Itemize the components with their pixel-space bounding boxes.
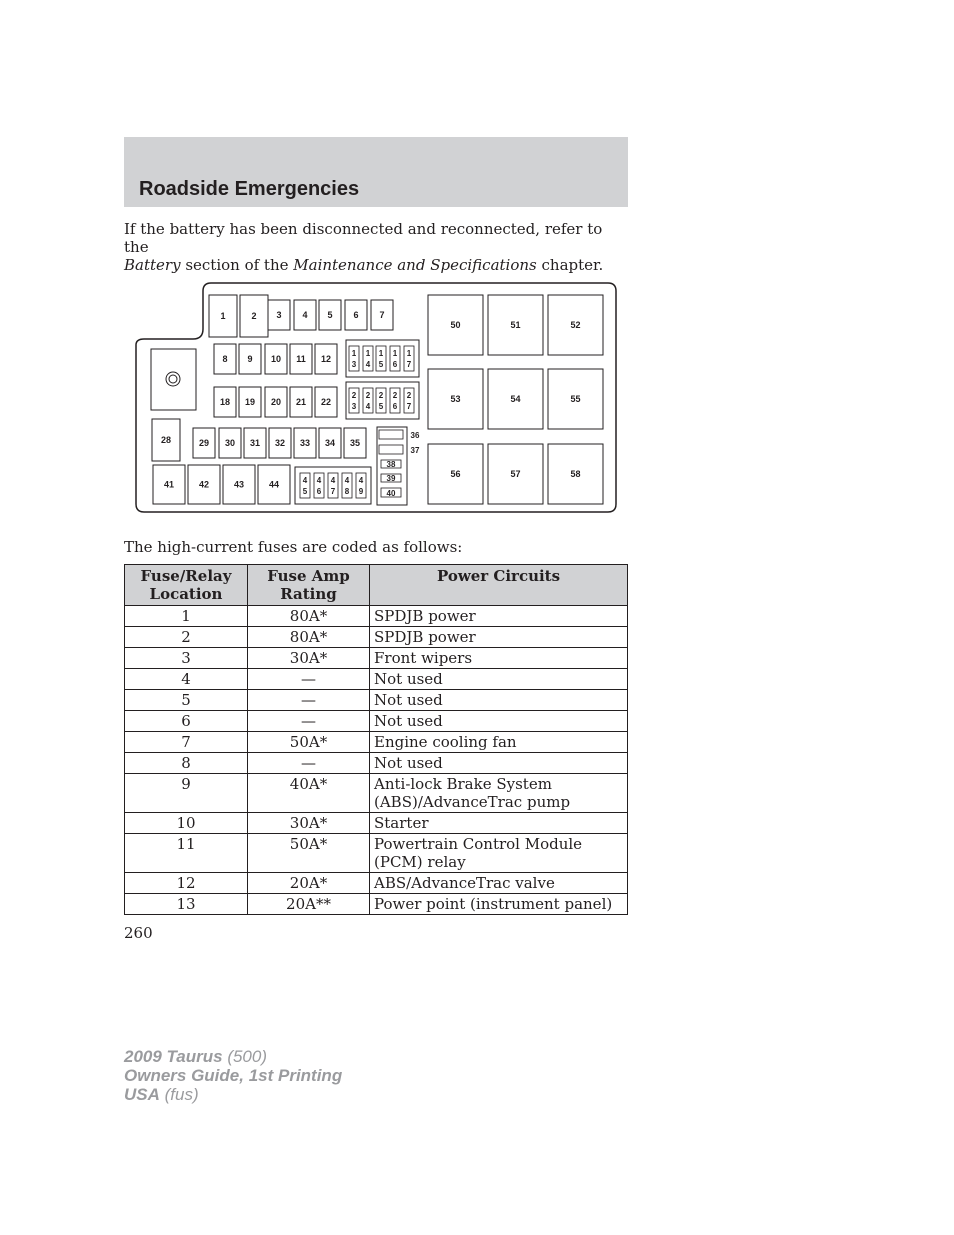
mini-fuse-digit: 1 — [406, 349, 412, 358]
mini-fuse-digit: 2 — [365, 391, 371, 400]
ground-terminal — [151, 349, 196, 410]
cell-circuit: Power point (instrument panel) — [370, 894, 628, 915]
fuse-label: 22 — [320, 397, 332, 407]
cell-rating: — — [248, 690, 370, 711]
mini-fuse-block-middle — [346, 382, 419, 419]
fuse-label: 51 — [510, 320, 521, 330]
cell-circuit: Powertrain Control Module (PCM) relay — [370, 834, 628, 873]
relay-label: 38 — [386, 460, 396, 469]
fuse-label: 7 — [379, 310, 385, 320]
mini-fuse-digit: 4 — [316, 476, 322, 485]
cell-rating: 30A* — [248, 648, 370, 669]
cell-circuit: Front wipers — [370, 648, 628, 669]
mini-fuse-digit: 8 — [344, 487, 350, 496]
fuse-label: 53 — [450, 394, 461, 404]
fuse-label: 19 — [244, 397, 256, 407]
fuse-label: 56 — [450, 469, 461, 479]
fuse-label: 54 — [510, 394, 521, 404]
battery-link-text: Battery — [124, 256, 181, 274]
mini-fuse-digit: 4 — [330, 476, 336, 485]
ground-bolt-icon — [166, 372, 180, 386]
footer-model-code: (500) — [222, 1047, 268, 1066]
table-row — [125, 732, 628, 753]
mini-fuse-block-top — [346, 340, 419, 377]
fuse-label: 9 — [247, 354, 253, 364]
table-lead-text: The high-current fuses are coded as follows: — [124, 538, 463, 556]
mini-fuse-digit: 6 — [392, 402, 398, 411]
table-row — [125, 669, 628, 690]
header-band — [124, 137, 628, 207]
mini-fuse-digit: 7 — [406, 402, 412, 411]
mini-fuse-digit: 4 — [344, 476, 350, 485]
fuse-label: 33 — [299, 438, 311, 448]
footer-guide: Owners Guide, 1st Printing — [124, 1066, 343, 1085]
cell-rating: 80A* — [248, 627, 370, 648]
section-title: Roadside Emergencies — [139, 178, 360, 200]
header-circuits: Power Circuits — [370, 565, 628, 606]
mini-fuse-digit: 7 — [406, 360, 412, 369]
cell-location: 8 — [125, 753, 248, 774]
cell-circuit: Not used — [370, 711, 628, 732]
mini-fuse-digit: 2 — [351, 391, 357, 400]
mini-fuse-block-bottom — [295, 467, 371, 504]
cell-rating: — — [248, 753, 370, 774]
mini-fuse-digit: 4 — [358, 476, 364, 485]
fuse-label: 2 — [251, 311, 257, 321]
fuse-box-diagram — [135, 282, 618, 514]
fuse-label: 8 — [222, 354, 228, 364]
maintenance-chapter-text: Maintenance and Specifications — [293, 256, 537, 274]
table-row — [125, 834, 628, 873]
mini-fuse-digit: 1 — [351, 349, 357, 358]
cell-circuit: Anti-lock Brake System (ABS)/AdvanceTrac pump — [370, 774, 628, 813]
footer-imprint — [124, 1047, 342, 1104]
relay-label: 36 — [410, 431, 420, 440]
footer-market-code: (fus) — [159, 1085, 199, 1104]
fuse-label: 1 — [220, 311, 226, 321]
relay-slot — [379, 445, 403, 454]
cell-location: 10 — [125, 813, 248, 834]
fuse-label: 44 — [268, 479, 280, 490]
mini-fuse-digit: 2 — [378, 391, 384, 400]
fuse-label: 5 — [327, 310, 333, 320]
intro-text-1: If the battery has been disconnected and reconnected, refer to the — [124, 220, 603, 256]
table-row — [125, 873, 628, 894]
fuse-label: 12 — [320, 354, 332, 364]
fuse-label: 35 — [349, 438, 361, 448]
table-row — [125, 813, 628, 834]
table-row — [125, 648, 628, 669]
fuse-table-body — [125, 606, 628, 915]
cell-location: 1 — [125, 606, 248, 627]
cell-circuit: SPDJB power — [370, 606, 628, 627]
intro-text-2: section of the — [180, 256, 294, 274]
mini-fuse-digit: 5 — [378, 360, 384, 369]
mini-fuse-digit: 9 — [358, 487, 364, 496]
fuse-label: 32 — [274, 438, 286, 448]
table-header-row — [125, 565, 628, 606]
cell-circuit: Engine cooling fan — [370, 732, 628, 753]
fuse-label: 55 — [570, 394, 581, 404]
mini-fuse-digit: 3 — [351, 402, 357, 411]
fuse-label: 50 — [450, 320, 461, 330]
page-number: 260 — [124, 924, 153, 942]
header-location: Fuse/Relay Location — [125, 565, 248, 606]
mini-fuse-digit: 1 — [378, 349, 384, 358]
mini-fuse-digit: 6 — [392, 360, 398, 369]
table-row — [125, 711, 628, 732]
fuse-label: 10 — [270, 354, 282, 364]
relay-label: 37 — [410, 446, 420, 455]
cell-location: 6 — [125, 711, 248, 732]
fuse-label: 52 — [570, 320, 581, 330]
table-row — [125, 627, 628, 648]
fuse-label: 6 — [353, 310, 359, 320]
cell-rating: 40A* — [248, 774, 370, 813]
cell-circuit: Not used — [370, 690, 628, 711]
cell-location: 12 — [125, 873, 248, 894]
mini-fuse-digit: 5 — [378, 402, 384, 411]
fuse-label: 11 — [296, 354, 306, 364]
cell-rating: 50A* — [248, 732, 370, 753]
cell-rating: 20A** — [248, 894, 370, 915]
fuse-label: 4 — [302, 310, 308, 320]
footer-model: 2009 Taurus — [124, 1047, 223, 1066]
cell-location: 4 — [125, 669, 248, 690]
fuse-label: 57 — [510, 469, 521, 479]
fuse-label: 3 — [276, 310, 282, 320]
table-row — [125, 894, 628, 915]
fuse-label: 28 — [160, 435, 172, 445]
relay-label: 40 — [386, 489, 396, 498]
cell-rating: — — [248, 669, 370, 690]
table-row — [125, 690, 628, 711]
header-rating: Fuse Amp Rating — [248, 565, 370, 606]
fuse-table — [124, 564, 628, 915]
fuse-label: 42 — [198, 479, 210, 490]
mini-fuse-digit: 4 — [365, 360, 371, 369]
cell-location: 3 — [125, 648, 248, 669]
mini-fuse-digit: 1 — [392, 349, 398, 358]
cell-rating: 50A* — [248, 834, 370, 873]
fuse-label: 18 — [219, 397, 231, 407]
relay-slot — [379, 430, 403, 439]
mini-fuse-digit: 2 — [392, 391, 398, 400]
intro-text-3: chapter. — [536, 256, 604, 274]
cell-circuit: Not used — [370, 669, 628, 690]
fuse-label: 41 — [163, 479, 175, 490]
table-row — [125, 606, 628, 627]
cell-circuit: Starter — [370, 813, 628, 834]
cell-location: 7 — [125, 732, 248, 753]
cell-circuit: SPDJB power — [370, 627, 628, 648]
fuse-label: 34 — [324, 438, 336, 448]
cell-location: 13 — [125, 894, 248, 915]
fuse-label: 58 — [570, 469, 581, 479]
cell-rating: — — [248, 711, 370, 732]
cell-rating: 20A* — [248, 873, 370, 894]
cell-circuit: Not used — [370, 753, 628, 774]
mini-fuse-digit: 1 — [365, 349, 371, 358]
fuse-label: 31 — [249, 438, 261, 448]
cell-location: 2 — [125, 627, 248, 648]
mini-fuse-digit: 4 — [365, 402, 371, 411]
mini-fuse-digit: 2 — [406, 391, 412, 400]
fuse-label: 29 — [198, 438, 210, 448]
fuse-label: 21 — [295, 397, 307, 407]
fuse-label: 30 — [224, 438, 236, 448]
intro-paragraph — [124, 220, 629, 274]
mini-fuse-digit: 4 — [302, 476, 308, 485]
fuse-label: 43 — [233, 479, 245, 490]
fuse-label: 20 — [270, 397, 282, 407]
cell-circuit: ABS/AdvanceTrac valve — [370, 873, 628, 894]
cell-location: 9 — [125, 774, 248, 813]
cell-location: 11 — [125, 834, 248, 873]
footer-market: USA — [124, 1085, 160, 1104]
mini-fuse-digit: 5 — [302, 487, 308, 496]
mini-fuse-digit: 3 — [351, 360, 357, 369]
mini-fuse-digit: 6 — [316, 487, 322, 496]
relay-label: 39 — [386, 474, 396, 483]
mini-fuse-layer — [300, 346, 414, 498]
mini-fuse-digit: 7 — [330, 487, 336, 496]
table-row — [125, 753, 628, 774]
cell-rating: 30A* — [248, 813, 370, 834]
cell-location: 5 — [125, 690, 248, 711]
cell-rating: 80A* — [248, 606, 370, 627]
table-row — [125, 774, 628, 813]
